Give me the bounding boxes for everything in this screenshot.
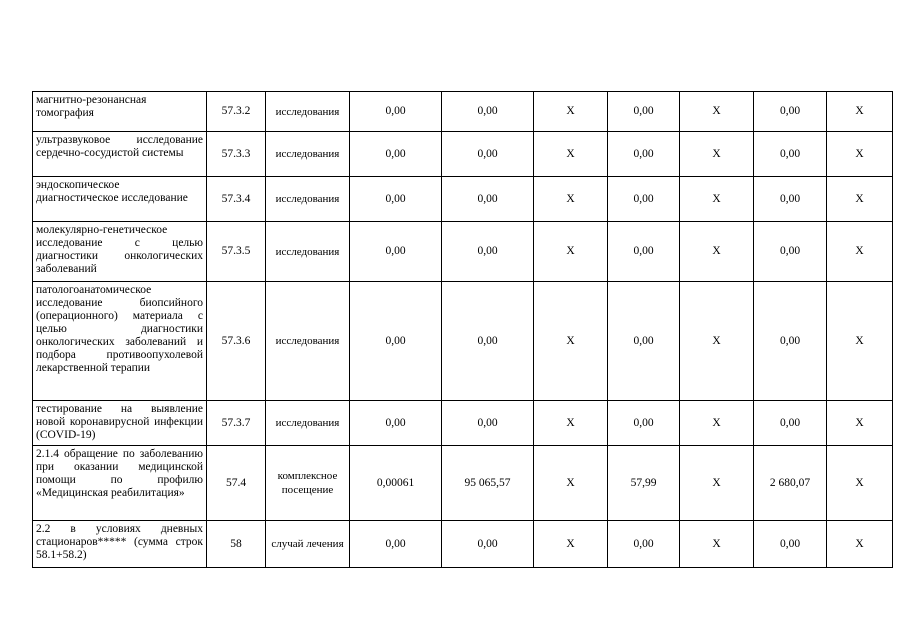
cell-value: X (680, 282, 754, 401)
cell-value: 0,00 (350, 521, 442, 568)
table-row (33, 132, 893, 177)
table-row (33, 222, 893, 282)
row-code: 57.3.7 (207, 401, 266, 446)
cell-value: 0,00 (754, 132, 827, 177)
row-description: патологоанатомическое исследование биопсийного (операционного) материала с целью диагностики онкологических заболеваний и подбора противоопухолевой лекарственной терапии (33, 282, 207, 401)
table-row (33, 446, 893, 521)
cell-value: 0,00 (442, 282, 534, 401)
row-unit: исследования (266, 222, 350, 282)
cell-value: 0,00 (754, 401, 827, 446)
cell-value: 0,00 (442, 92, 534, 132)
cell-value: 0,00 (754, 222, 827, 282)
table-row (33, 177, 893, 222)
row-description: тестирование на выявление новой коронавирусной инфекции (COVID-19) (33, 401, 207, 446)
cell-value: X (827, 222, 893, 282)
table-row (33, 92, 893, 132)
cell-value: 57,99 (608, 446, 680, 521)
cell-value: X (680, 401, 754, 446)
row-code: 58 (207, 521, 266, 568)
cell-value: 0,00 (754, 177, 827, 222)
table-row (33, 282, 893, 401)
cell-value: X (534, 521, 608, 568)
financial-table (32, 91, 893, 568)
cell-value: 0,00 (442, 401, 534, 446)
cell-value: X (534, 401, 608, 446)
cell-value: 2 680,07 (754, 446, 827, 521)
cell-value: X (534, 282, 608, 401)
cell-value: 0,00 (350, 222, 442, 282)
cell-value: 0,00 (754, 521, 827, 568)
row-description: 2.1.4 обращение по заболеванию при оказании медицинской помощи по профилю «Медицинская реабилитация» (33, 446, 207, 521)
row-code: 57.3.5 (207, 222, 266, 282)
row-description: ультразвуковое исследование сердечно-сосудистой системы (33, 132, 207, 177)
cell-value: 0,00 (608, 92, 680, 132)
cell-value: 0,00 (608, 282, 680, 401)
cell-value: 95 065,57 (442, 446, 534, 521)
table-row (33, 401, 893, 446)
cell-value: 0,00 (350, 401, 442, 446)
cell-value: X (534, 92, 608, 132)
cell-value: 0,00 (608, 177, 680, 222)
row-unit: случай лечения (266, 521, 350, 568)
row-unit: исследования (266, 401, 350, 446)
cell-value: 0,00 (442, 132, 534, 177)
row-code: 57.4 (207, 446, 266, 521)
row-unit: комплексное посещение (266, 446, 350, 521)
row-unit: исследования (266, 132, 350, 177)
row-code: 57.3.6 (207, 282, 266, 401)
cell-value: X (680, 132, 754, 177)
cell-value: X (827, 521, 893, 568)
cell-value: X (680, 92, 754, 132)
cell-value: X (534, 222, 608, 282)
cell-value: 0,00 (350, 177, 442, 222)
cell-value: 0,00 (608, 521, 680, 568)
row-description: 2.2 в условиях дневных стационаров***** (сумма строк 58.1+58.2) (33, 521, 207, 568)
cell-value: X (827, 446, 893, 521)
cell-value: X (680, 222, 754, 282)
row-description: магнитно-резонансная томография (33, 92, 207, 132)
cell-value: 0,00 (608, 401, 680, 446)
cell-value: X (534, 446, 608, 521)
row-code: 57.3.3 (207, 132, 266, 177)
row-code: 57.3.2 (207, 92, 266, 132)
row-description: молекулярно-генетическое исследование с целью диагностики онкологических заболеваний (33, 222, 207, 282)
cell-value: X (827, 282, 893, 401)
cell-value: X (680, 446, 754, 521)
cell-value: 0,00 (350, 282, 442, 401)
cell-value: X (534, 132, 608, 177)
cell-value: 0,00 (442, 222, 534, 282)
row-description: эндоскопическое диагностическое исследование (33, 177, 207, 222)
cell-value: 0,00 (442, 521, 534, 568)
cell-value: 0,00 (350, 92, 442, 132)
cell-value: 0,00 (754, 282, 827, 401)
cell-value: X (827, 401, 893, 446)
cell-value: X (680, 521, 754, 568)
cell-value: X (680, 177, 754, 222)
cell-value: X (827, 132, 893, 177)
cell-value: 0,00 (608, 222, 680, 282)
cell-value: 0,00 (608, 132, 680, 177)
cell-value: X (827, 177, 893, 222)
table-row (33, 521, 893, 568)
row-unit: исследования (266, 177, 350, 222)
cell-value: X (827, 92, 893, 132)
row-unit: исследования (266, 92, 350, 132)
cell-value: 0,00 (350, 132, 442, 177)
cell-value: 0,00 (754, 92, 827, 132)
cell-value: X (534, 177, 608, 222)
row-unit: исследования (266, 282, 350, 401)
cell-value: 0,00 (442, 177, 534, 222)
row-code: 57.3.4 (207, 177, 266, 222)
cell-value: 0,00061 (350, 446, 442, 521)
